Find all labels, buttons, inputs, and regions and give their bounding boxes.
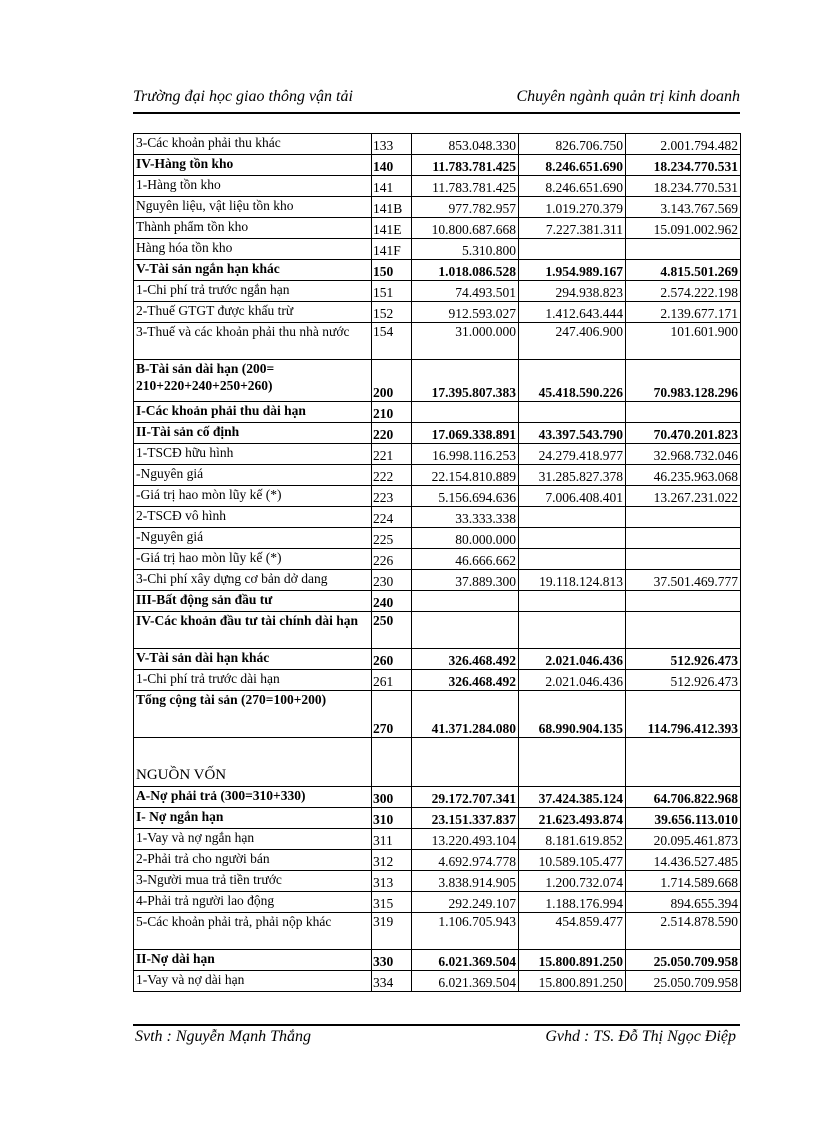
- value-col-2: 247.406.900: [519, 323, 626, 360]
- value-col-2: 37.424.385.124: [519, 787, 626, 808]
- row-label: -Nguyên giá: [134, 528, 372, 549]
- row-code: [372, 738, 412, 787]
- table-row: [134, 808, 741, 829]
- value-col-3: 70.470.201.823: [626, 423, 741, 444]
- value-col-1: 5.310.800: [412, 239, 519, 260]
- value-col-2: 19.118.124.813: [519, 570, 626, 591]
- value-col-1: 31.000.000: [412, 323, 519, 360]
- row-label: Tổng cộng tài sản (270=100+200): [134, 691, 372, 738]
- value-col-1: 3.838.914.905: [412, 871, 519, 892]
- row-code: 220: [372, 423, 412, 444]
- table-row: [134, 402, 741, 423]
- value-col-2: 1.200.732.074: [519, 871, 626, 892]
- value-col-2: 1.188.176.994: [519, 892, 626, 913]
- row-code: 200: [372, 360, 412, 402]
- value-col-3: 13.267.231.022: [626, 486, 741, 507]
- row-label: 1-Chi phí trả trước ngắn hạn: [134, 281, 372, 302]
- row-code: 330: [372, 950, 412, 971]
- table-row: [134, 971, 741, 992]
- table-row: [134, 649, 741, 670]
- row-label: NGUỒN VỐN: [134, 738, 372, 787]
- value-col-2: 31.285.827.378: [519, 465, 626, 486]
- row-code: 141F: [372, 239, 412, 260]
- value-col-2: 8.181.619.852: [519, 829, 626, 850]
- row-code: 141B: [372, 197, 412, 218]
- row-label: -Giá trị hao mòn lũy kế (*): [134, 549, 372, 570]
- value-col-1: 23.151.337.837: [412, 808, 519, 829]
- row-code: 311: [372, 829, 412, 850]
- value-col-2: 454.859.477: [519, 913, 626, 950]
- value-col-1: [412, 738, 519, 787]
- row-label: B-Tài sản dài hạn (200= 210+220+240+250+260): [134, 360, 372, 402]
- row-code: 225: [372, 528, 412, 549]
- table-row: [134, 913, 741, 950]
- value-col-2: 1.019.270.379: [519, 197, 626, 218]
- value-col-1: 853.048.330: [412, 134, 519, 155]
- value-col-1: 37.889.300: [412, 570, 519, 591]
- value-col-1: 13.220.493.104: [412, 829, 519, 850]
- value-col-3: 114.796.412.393: [626, 691, 741, 738]
- value-col-1: [412, 591, 519, 612]
- value-col-3: 15.091.002.962: [626, 218, 741, 239]
- table-row: [134, 871, 741, 892]
- value-col-3: 2.574.222.198: [626, 281, 741, 302]
- value-col-1: 326.468.492: [412, 670, 519, 691]
- table-row: [134, 691, 741, 738]
- value-col-1: 11.783.781.425: [412, 176, 519, 197]
- row-code: 312: [372, 850, 412, 871]
- header-major: Chuyên ngành quản trị kinh doanh: [516, 88, 740, 105]
- value-col-1: 17.069.338.891: [412, 423, 519, 444]
- value-col-2: [519, 549, 626, 570]
- row-code: 221: [372, 444, 412, 465]
- row-label: I- Nợ ngắn hạn: [134, 808, 372, 829]
- value-col-2: [519, 612, 626, 649]
- value-col-1: 292.249.107: [412, 892, 519, 913]
- row-label: Nguyên liệu, vật liệu tồn kho: [134, 197, 372, 218]
- value-col-1: 41.371.284.080: [412, 691, 519, 738]
- value-col-2: 15.800.891.250: [519, 950, 626, 971]
- row-code: 210: [372, 402, 412, 423]
- value-col-3: 101.601.900: [626, 323, 741, 360]
- table-row: [134, 612, 741, 649]
- row-label: II-Nợ dài hạn: [134, 950, 372, 971]
- value-col-2: 10.589.105.477: [519, 850, 626, 871]
- balance-sheet-body: [134, 134, 741, 992]
- table-row: [134, 486, 741, 507]
- table-row: [134, 218, 741, 239]
- table-row: [134, 570, 741, 591]
- value-col-1: 17.395.807.383: [412, 360, 519, 402]
- row-label: Thành phẩm tồn kho: [134, 218, 372, 239]
- table-row: [134, 423, 741, 444]
- row-code: 261: [372, 670, 412, 691]
- value-col-2: 24.279.418.977: [519, 444, 626, 465]
- value-col-3: 3.143.767.569: [626, 197, 741, 218]
- value-col-3: 14.436.527.485: [626, 850, 741, 871]
- table-row: [134, 507, 741, 528]
- row-label: -Nguyên giá: [134, 465, 372, 486]
- row-label: 3-Người mua trả tiền trước: [134, 871, 372, 892]
- value-col-3: [626, 549, 741, 570]
- row-label: 2-Thuế GTGT được khấu trừ: [134, 302, 372, 323]
- value-col-3: 2.001.794.482: [626, 134, 741, 155]
- value-col-1: 912.593.027: [412, 302, 519, 323]
- row-code: 319: [372, 913, 412, 950]
- value-col-1: 80.000.000: [412, 528, 519, 549]
- value-col-1: 74.493.501: [412, 281, 519, 302]
- value-col-3: [626, 612, 741, 649]
- value-col-3: 894.655.394: [626, 892, 741, 913]
- value-col-3: 25.050.709.958: [626, 971, 741, 992]
- value-col-2: 8.246.651.690: [519, 176, 626, 197]
- value-col-3: 64.706.822.968: [626, 787, 741, 808]
- table-row: [134, 444, 741, 465]
- table-row: [134, 302, 741, 323]
- row-code: 151: [372, 281, 412, 302]
- row-code: 250: [372, 612, 412, 649]
- value-col-3: 2.514.878.590: [626, 913, 741, 950]
- row-label: 3-Thuế và các khoản phải thu nhà nước: [134, 323, 372, 360]
- value-col-1: 16.998.116.253: [412, 444, 519, 465]
- row-code: 300: [372, 787, 412, 808]
- value-col-3: 2.139.677.171: [626, 302, 741, 323]
- table-row: [134, 360, 741, 402]
- row-label: 1-Vay và nợ dài hạn: [134, 971, 372, 992]
- value-col-1: 6.021.369.504: [412, 971, 519, 992]
- value-col-3: [626, 239, 741, 260]
- row-code: 141: [372, 176, 412, 197]
- table-row: [134, 829, 741, 850]
- row-code: 334: [372, 971, 412, 992]
- table-row: [134, 155, 741, 176]
- table-row: [134, 260, 741, 281]
- value-col-1: 4.692.974.778: [412, 850, 519, 871]
- footer-student: Svth : Nguyễn Mạnh Thắng: [135, 1028, 311, 1045]
- row-label: 1-Chi phí trả trước dài hạn: [134, 670, 372, 691]
- value-col-3: 512.926.473: [626, 670, 741, 691]
- value-col-1: 46.666.662: [412, 549, 519, 570]
- value-col-3: 18.234.770.531: [626, 176, 741, 197]
- row-code: 315: [372, 892, 412, 913]
- value-col-3: [626, 402, 741, 423]
- table-row: [134, 134, 741, 155]
- value-col-1: [412, 612, 519, 649]
- value-col-1: 33.333.338: [412, 507, 519, 528]
- value-col-2: [519, 738, 626, 787]
- value-col-2: 7.227.381.311: [519, 218, 626, 239]
- value-col-3: 25.050.709.958: [626, 950, 741, 971]
- value-col-1: 326.468.492: [412, 649, 519, 670]
- table-row: [134, 549, 741, 570]
- row-code: 230: [372, 570, 412, 591]
- value-col-1: 29.172.707.341: [412, 787, 519, 808]
- row-code: 310: [372, 808, 412, 829]
- value-col-2: 7.006.408.401: [519, 486, 626, 507]
- row-code: 141E: [372, 218, 412, 239]
- row-code: 133: [372, 134, 412, 155]
- value-col-1: 977.782.957: [412, 197, 519, 218]
- row-code: 224: [372, 507, 412, 528]
- value-col-3: 1.714.589.668: [626, 871, 741, 892]
- row-code: 226: [372, 549, 412, 570]
- table-row: [134, 239, 741, 260]
- footer-advisor: Gvhd : TS. Đỗ Thị Ngọc Điệp: [545, 1028, 736, 1045]
- value-col-2: 1.954.989.167: [519, 260, 626, 281]
- value-col-1: 22.154.810.889: [412, 465, 519, 486]
- row-label: II-Tài sản cố định: [134, 423, 372, 444]
- row-label: 5-Các khoản phải trả, phải nộp khác: [134, 913, 372, 950]
- table-row: [134, 323, 741, 360]
- row-code: 270: [372, 691, 412, 738]
- value-col-1: 5.156.694.636: [412, 486, 519, 507]
- value-col-2: 2.021.046.436: [519, 670, 626, 691]
- value-col-3: [626, 738, 741, 787]
- value-col-2: 2.021.046.436: [519, 649, 626, 670]
- row-label: 3-Các khoản phải thu khác: [134, 134, 372, 155]
- table-row: [134, 281, 741, 302]
- row-code: 240: [372, 591, 412, 612]
- row-label: V-Tài sản ngắn hạn khác: [134, 260, 372, 281]
- value-col-3: [626, 507, 741, 528]
- value-col-2: 15.800.891.250: [519, 971, 626, 992]
- value-col-3: 512.926.473: [626, 649, 741, 670]
- table-row: [134, 528, 741, 549]
- row-label: IV-Hàng tồn kho: [134, 155, 372, 176]
- footer-rule: [133, 1024, 740, 1026]
- value-col-1: 10.800.687.668: [412, 218, 519, 239]
- value-col-2: 68.990.904.135: [519, 691, 626, 738]
- row-code: 152: [372, 302, 412, 323]
- value-col-3: [626, 591, 741, 612]
- table-row: [134, 787, 741, 808]
- row-code: 150: [372, 260, 412, 281]
- value-col-2: 1.412.643.444: [519, 302, 626, 323]
- balance-sheet-table: [133, 133, 741, 992]
- row-label: 1-Vay và nợ ngắn hạn: [134, 829, 372, 850]
- row-label: 1-Hàng tồn kho: [134, 176, 372, 197]
- row-label: V-Tài sản dài hạn khác: [134, 649, 372, 670]
- row-label: 3-Chi phí xây dựng cơ bản dở dang: [134, 570, 372, 591]
- row-code: 222: [372, 465, 412, 486]
- value-col-2: 43.397.543.790: [519, 423, 626, 444]
- page-footer: [133, 1028, 740, 1050]
- row-code: 140: [372, 155, 412, 176]
- table-row: [134, 892, 741, 913]
- row-label: III-Bất động sản đầu tư: [134, 591, 372, 612]
- value-col-2: 45.418.590.226: [519, 360, 626, 402]
- value-col-1: 6.021.369.504: [412, 950, 519, 971]
- table-row: [134, 670, 741, 691]
- value-col-3: 32.968.732.046: [626, 444, 741, 465]
- value-col-3: 20.095.461.873: [626, 829, 741, 850]
- table-row: [134, 591, 741, 612]
- value-col-1: 1.018.086.528: [412, 260, 519, 281]
- row-label: 1-TSCĐ hữu hình: [134, 444, 372, 465]
- value-col-3: 4.815.501.269: [626, 260, 741, 281]
- header-university: Trường đại học giao thông vận tải: [133, 88, 353, 105]
- row-code: 223: [372, 486, 412, 507]
- value-col-3: 39.656.113.010: [626, 808, 741, 829]
- section-row: [134, 738, 741, 787]
- value-col-2: 21.623.493.874: [519, 808, 626, 829]
- row-code: 313: [372, 871, 412, 892]
- row-label: -Giá trị hao mòn lũy kế (*): [134, 486, 372, 507]
- row-label: A-Nợ phải trả (300=310+330): [134, 787, 372, 808]
- table-row: [134, 465, 741, 486]
- value-col-2: 8.246.651.690: [519, 155, 626, 176]
- value-col-3: 70.983.128.296: [626, 360, 741, 402]
- value-col-2: [519, 402, 626, 423]
- value-col-3: 37.501.469.777: [626, 570, 741, 591]
- value-col-2: [519, 507, 626, 528]
- header-rule: [133, 112, 740, 114]
- value-col-2: 826.706.750: [519, 134, 626, 155]
- row-label: 2-TSCĐ vô hình: [134, 507, 372, 528]
- value-col-1: 1.106.705.943: [412, 913, 519, 950]
- row-label: 4-Phải trả người lao động: [134, 892, 372, 913]
- row-code: 260: [372, 649, 412, 670]
- row-label: Hàng hóa tồn kho: [134, 239, 372, 260]
- row-label: IV-Các khoản đầu tư tài chính dài hạn: [134, 612, 372, 649]
- value-col-3: 18.234.770.531: [626, 155, 741, 176]
- value-col-1: 11.783.781.425: [412, 155, 519, 176]
- table-row: [134, 197, 741, 218]
- value-col-2: [519, 528, 626, 549]
- value-col-2: [519, 591, 626, 612]
- row-code: 154: [372, 323, 412, 360]
- row-label: I-Các khoản phải thu dài hạn: [134, 402, 372, 423]
- value-col-3: [626, 528, 741, 549]
- value-col-2: [519, 239, 626, 260]
- value-col-1: [412, 402, 519, 423]
- table-row: [134, 950, 741, 971]
- value-col-2: 294.938.823: [519, 281, 626, 302]
- page-header: [133, 88, 740, 110]
- value-col-3: 46.235.963.068: [626, 465, 741, 486]
- row-label: 2-Phải trả cho người bán: [134, 850, 372, 871]
- table-row: [134, 176, 741, 197]
- table-row: [134, 850, 741, 871]
